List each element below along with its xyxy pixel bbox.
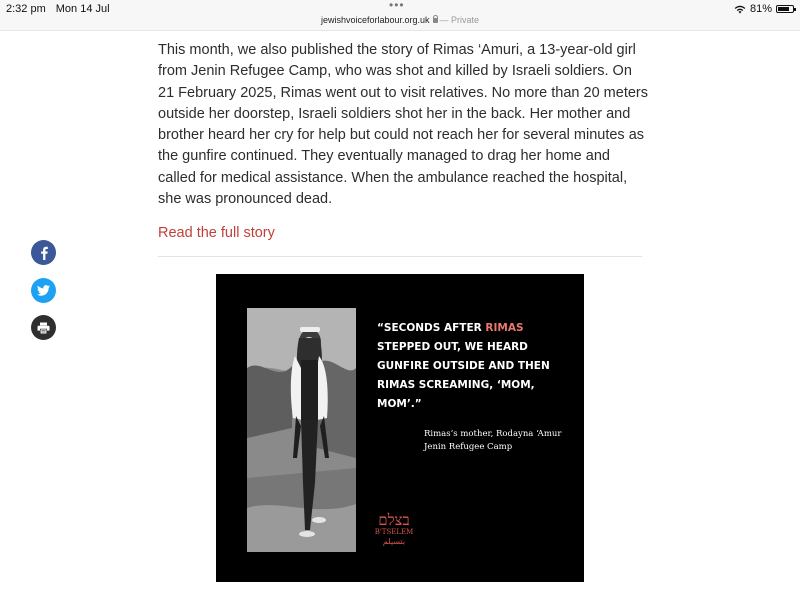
- tab-options-dots[interactable]: •••: [389, 0, 405, 12]
- twitter-icon: [37, 285, 50, 296]
- girl-portrait-illustration: [247, 308, 356, 552]
- attribution-name: Rimas’s mother, Rodayna ‘Amur: [424, 429, 562, 439]
- lock-icon: [433, 18, 438, 23]
- portrait-photo: [247, 308, 356, 552]
- status-bar: [0, 0, 800, 31]
- battery-icon: [776, 5, 794, 13]
- twitter-share-button[interactable]: [31, 278, 56, 303]
- battery-fill: [778, 7, 789, 11]
- status-indicators: [734, 3, 794, 15]
- battery-percent: 81%: [749, 3, 772, 15]
- status-time-date: [6, 3, 110, 15]
- status-time: 2:32 pm: [6, 3, 46, 15]
- quote-attribution: [424, 428, 561, 454]
- section-divider: [158, 256, 642, 257]
- quote-part-2: STEPPED OUT, WE HEARD GUNFIRE OUTSIDE AND THEN RIMAS SCREAMING, ‘MOM, MOM’.”: [377, 341, 550, 410]
- address-bar[interactable]: [0, 15, 800, 25]
- attribution-place: Jenin Refugee Camp: [424, 442, 513, 452]
- facebook-share-button[interactable]: [31, 240, 56, 265]
- status-date: Mon 14 Jul: [55, 3, 110, 15]
- quote-part-1: “SECONDS AFTER: [377, 322, 486, 334]
- wifi-icon: [734, 5, 746, 14]
- logo-hebrew-text: בצלם: [378, 511, 410, 529]
- print-icon: [37, 322, 50, 334]
- quote-text: [377, 319, 567, 414]
- private-label: — Private: [439, 15, 480, 25]
- logo-arabic-text: بتسيلم: [382, 537, 406, 546]
- quote-highlight-name: RIMAS: [485, 322, 524, 334]
- logo-latin-text: B'TSELEM: [374, 528, 414, 536]
- facebook-icon: [38, 246, 50, 260]
- url-text: jewishvoiceforlabour.org.uk: [320, 15, 430, 25]
- quote-card-image: [216, 274, 584, 582]
- btselem-logo: [372, 512, 416, 547]
- print-share-button[interactable]: [31, 315, 56, 340]
- read-full-story-link[interactable]: Read the full story: [158, 225, 275, 241]
- article-paragraph: This month, we also published the story of Rimas ‘Amuri, a 13-year-old girl from Jenin Refugee Camp, who was shot and killed by Israeli soldiers. On 21 February 2025, Rimas went out to visit relatives. No more than 20 meters outside her doorstep, Israeli soldiers shot her in the back. Her mother and brother heard her cry for help but could not reach her for several minutes as the gunfire continued. They eventually managed to drag her home and called for medical assistance. When the ambulance reached the hospital, she was pronounced dead.: [158, 42, 648, 208]
